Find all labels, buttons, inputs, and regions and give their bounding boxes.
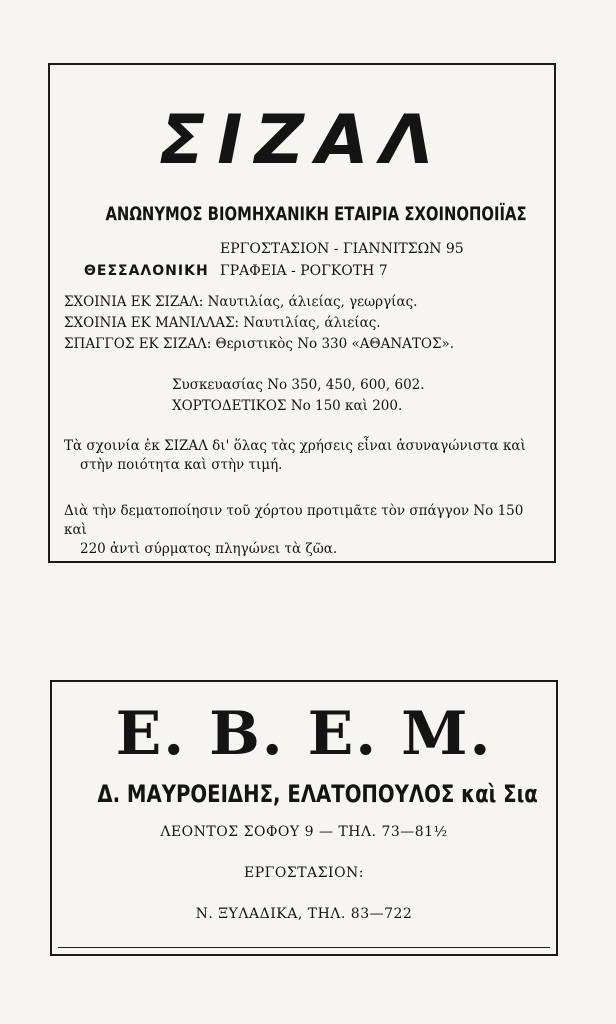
fodder-twine-numbers: ΧΟΡΤΟΔΕΤΙΚΟΣ Νο 150 καὶ 200. — [172, 398, 403, 414]
baling-advice — [64, 502, 546, 559]
sizal-factory-address: ΕΡΓΟΣΤΑΣΙΟΝ - ΓΙΑΝΝΙΤΣΩΝ 95 — [220, 241, 464, 257]
sizal-company-name: ΑΝΩΝΥΜΟΣ ΒΙΟΜΗΧΑΝΙΚΗ ΕΤΑΙΡΙΑ ΣΧΟΙΝΟΠΟΙΪΑΣ — [105, 203, 527, 225]
manila-product-line: ΣΧΟΙΝΙΑ ΕΚ ΜΑΝΙΛΛΑΣ: Ναυτιλίας, άλιείας. — [64, 315, 381, 331]
packaging-numbers: Συσκευασίας Νο 350, 450, 600, 602. — [172, 377, 425, 393]
quality-claim-line-2: στὴν ποιότητα καὶ στὴν τιμή. — [80, 457, 283, 473]
ebem-factory-label: ΕΡΓΟΣΤΑΣΙΟΝ: — [243, 865, 365, 881]
sizal-product-line: ΣΧΟΙΝΙΑ ΕΚ ΣΙΖΑΛ: Ναυτιλίας, άλιείας, γεωργίας. — [64, 294, 418, 310]
baling-advice-line-1: Διὰ τὴν δεματοποίησιν τοῦ χόρτου προτιμᾶτε τὸν σπάγγον Νο 150 καὶ — [64, 503, 524, 538]
quality-claim — [64, 437, 546, 475]
twine-product-line: ΣΠΑΓΓΟΣ ΕΚ ΣΙΖΑΛ: Θεριστικὸς Νο 330 «ΑΘΑΝΑΤΟΣ». — [64, 336, 455, 352]
sizal-city: ΘΕΣΣΑΛΟΝΙΚΗ — [84, 263, 209, 279]
ebem-company-name: Δ. ΜΑΥΡΟΕΙΔΗΣ, ΕΛΑΤΟΠΟΥΛΟΣ καὶ Σια — [97, 780, 538, 808]
sizal-advertisement — [48, 63, 556, 563]
quality-claim-line-1: Τὰ σχοινία ἐκ ΣΙΖΑΛ δι' ὅλας τὰς χρήσεις εἶναι ἀσυναγώνιστα καὶ — [64, 438, 526, 454]
ebem-advertisement — [50, 680, 558, 956]
ebem-brand-title: Ε. Β. Ε. Μ. — [115, 699, 493, 769]
ebem-factory-address: Ν. ΞΥΛΑΔΙΚΑ, ΤΗΛ. 83—722 — [195, 906, 413, 922]
sizal-offices-address: ΓΡΑΦΕΙΑ - ΡΟΓΚΟΤΗ 7 — [220, 263, 388, 279]
ebem-address: ΛΕΟΝΤΟΣ ΣΟΦΟΥ 9 — ΤΗΛ. 73—81½ — [160, 824, 448, 840]
sizal-brand-title: ΣΙΖΑΛ — [158, 101, 446, 180]
baling-advice-line-2: 220 ἀντὶ σύρματος πληγώνει τὰ ζῶα. — [80, 541, 338, 557]
